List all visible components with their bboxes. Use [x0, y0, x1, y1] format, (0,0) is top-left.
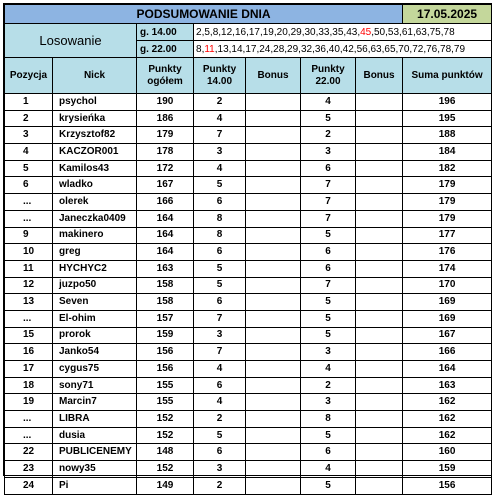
cell-bonus-1 — [246, 127, 301, 144]
cell-bonus-1 — [246, 427, 301, 444]
cell-total: 164 — [137, 210, 194, 227]
draw-number: 30 — [304, 26, 316, 38]
cell-points-14: 3 — [194, 144, 246, 161]
cell-sum: 170 — [403, 277, 492, 294]
cell-points-14: 6 — [194, 377, 246, 394]
table-row — [5, 194, 492, 211]
cell-sum: 177 — [403, 227, 492, 244]
cell-sum: 182 — [403, 160, 492, 177]
draw-number: 32 — [300, 43, 313, 55]
cell-bonus-1 — [246, 477, 301, 494]
col-header-sum: Suma punktów — [403, 58, 492, 94]
cell-points-22: 4 — [301, 94, 356, 111]
cell-points-22: 2 — [301, 377, 356, 394]
cell-points-14: 6 — [194, 294, 246, 311]
cell-nick: Marcin7 — [53, 394, 137, 411]
cell-nick: PUBLICENEMY — [53, 444, 137, 461]
cell-bonus-2 — [356, 344, 403, 361]
cell-points-22: 8 — [301, 411, 356, 428]
cell-total: 152 — [137, 461, 194, 478]
cell-position: 23 — [5, 461, 53, 478]
cell-position: ... — [5, 194, 53, 211]
cell-points-22: 7 — [301, 210, 356, 227]
draw-number: 33 — [318, 26, 330, 38]
draw-number: 65 — [384, 43, 396, 55]
cell-points-22: 6 — [301, 444, 356, 461]
cell-points-14: 8 — [194, 227, 246, 244]
cell-sum: 164 — [403, 361, 492, 378]
cell-total: 155 — [137, 377, 194, 394]
cell-nick: Krzysztof82 — [53, 127, 137, 144]
draw-number: 28 — [273, 43, 285, 55]
table-row — [5, 461, 492, 478]
draw-number: 42 — [342, 43, 354, 55]
cell-nick: Pi — [53, 477, 137, 494]
summary-table — [4, 4, 492, 495]
cell-points-14: 4 — [194, 160, 246, 177]
cell-position: 1 — [5, 94, 53, 111]
cell-bonus-1 — [246, 244, 301, 261]
cell-total: 172 — [137, 160, 194, 177]
col-header-bonus-1: Bonus — [246, 58, 301, 94]
cell-total: 164 — [137, 244, 194, 261]
cell-bonus-2 — [356, 377, 403, 394]
cell-nick: Kamilos43 — [53, 160, 137, 177]
draw-number: 5 — [204, 26, 210, 38]
page-title: PODSUMOWANIE DNIA — [5, 5, 403, 24]
table-row — [5, 327, 492, 344]
cell-bonus-2 — [356, 394, 403, 411]
cell-total: 166 — [137, 194, 194, 211]
cell-points-14: 7 — [194, 310, 246, 327]
cell-points-22: 4 — [301, 361, 356, 378]
cell-sum: 163 — [403, 377, 492, 394]
cell-bonus-1 — [246, 210, 301, 227]
cell-bonus-2 — [356, 160, 403, 177]
table-row — [5, 177, 492, 194]
cell-nick: Seven — [53, 294, 137, 311]
draw-number: 8 — [196, 43, 202, 55]
cell-points-14: 3 — [194, 461, 246, 478]
cell-bonus-2 — [356, 94, 403, 111]
table-row — [5, 277, 492, 294]
cell-bonus-2 — [356, 210, 403, 227]
cell-position: 10 — [5, 244, 53, 261]
cell-points-14: 5 — [194, 427, 246, 444]
cell-position: ... — [5, 411, 53, 428]
cell-bonus-2 — [356, 194, 403, 211]
cell-position: 4 — [5, 144, 53, 161]
cell-total: 159 — [137, 327, 194, 344]
draw-number: 19 — [262, 26, 274, 38]
cell-position: 16 — [5, 344, 53, 361]
column-header-row — [5, 58, 492, 94]
cell-points-22: 5 — [301, 427, 356, 444]
cell-bonus-2 — [356, 361, 403, 378]
table-row — [5, 361, 492, 378]
cell-total: 158 — [137, 294, 194, 311]
draw-number: 40 — [328, 43, 340, 55]
cell-sum: 179 — [403, 210, 492, 227]
cell-points-22: 4 — [301, 461, 356, 478]
draw-number: 72 — [412, 43, 424, 55]
cell-position: 5 — [5, 160, 53, 177]
cell-total: 179 — [137, 127, 194, 144]
cell-points-14: 5 — [194, 177, 246, 194]
cell-points-22: 5 — [301, 227, 356, 244]
cell-bonus-1 — [246, 144, 301, 161]
cell-sum: 179 — [403, 177, 492, 194]
cell-nick: psychol — [53, 94, 137, 111]
cell-position: 2 — [5, 110, 53, 127]
cell-points-22: 5 — [301, 294, 356, 311]
cell-bonus-2 — [356, 127, 403, 144]
cell-bonus-1 — [246, 94, 301, 111]
cell-sum: 169 — [403, 310, 492, 327]
cell-nick: juzpo50 — [53, 277, 137, 294]
cell-position: 15 — [5, 327, 53, 344]
cell-bonus-2 — [356, 177, 403, 194]
cell-bonus-2 — [356, 110, 403, 127]
cell-bonus-1 — [246, 177, 301, 194]
cell-points-14: 8 — [194, 210, 246, 227]
cell-position: ... — [5, 427, 53, 444]
cell-points-14: 5 — [194, 277, 246, 294]
cell-position: ... — [5, 210, 53, 227]
cell-sum: 167 — [403, 327, 492, 344]
table-row — [5, 427, 492, 444]
col-header-points-14: Punkty 14.00 — [194, 58, 246, 94]
cell-points-14: 2 — [194, 411, 246, 428]
cell-total: 148 — [137, 444, 194, 461]
col-header-points-22: Punkty 22.00 — [301, 58, 356, 94]
cell-points-22: 5 — [301, 310, 356, 327]
cell-position: 9 — [5, 227, 53, 244]
draw-number: 63 — [415, 26, 427, 38]
cell-points-22: 5 — [301, 477, 356, 494]
table-row — [5, 377, 492, 394]
table-row — [5, 94, 492, 111]
draw-numbers-1: 2,5,8,12,16,17,19,20,29,30,33,35,43,45,50,53,61,63,75,78 — [194, 24, 492, 41]
cell-sum: 184 — [403, 144, 492, 161]
cell-sum: 188 — [403, 127, 492, 144]
cell-bonus-2 — [356, 461, 403, 478]
cell-nick: Janeczka0409 — [53, 210, 137, 227]
cell-nick: LIBRA — [53, 411, 137, 428]
cell-points-14: 7 — [194, 127, 246, 144]
draw-number: 50 — [374, 26, 386, 38]
draw-number: 78 — [443, 26, 455, 38]
draw-number: 61 — [401, 26, 413, 38]
cell-bonus-2 — [356, 277, 403, 294]
cell-bonus-1 — [246, 294, 301, 311]
cell-points-22: 3 — [301, 394, 356, 411]
losowanie-label: Losowanie — [5, 24, 137, 58]
table-row — [5, 127, 492, 144]
cell-nick: greg — [53, 244, 137, 261]
table-row — [5, 310, 492, 327]
draw-number: 53 — [387, 26, 400, 38]
cell-bonus-2 — [356, 444, 403, 461]
table-row — [5, 394, 492, 411]
cell-points-22: 7 — [301, 177, 356, 194]
draw-number: 79 — [453, 43, 466, 55]
cell-nick: sony71 — [53, 377, 137, 394]
cell-bonus-2 — [356, 260, 403, 277]
cell-nick: olerek — [53, 194, 137, 211]
cell-position: 13 — [5, 294, 53, 311]
draw-number: 63 — [370, 43, 382, 55]
cell-sum: 160 — [403, 444, 492, 461]
cell-bonus-2 — [356, 411, 403, 428]
col-header-bonus-2: Bonus — [356, 58, 403, 94]
draw-number: 36 — [314, 43, 326, 55]
cell-points-14: 4 — [194, 110, 246, 127]
draw-time-2: g. 22.00 — [137, 41, 194, 58]
cell-sum: 169 — [403, 294, 492, 311]
col-header-total: Punkty ogółem — [137, 58, 194, 94]
draw-time-1: g. 14.00 — [137, 24, 194, 41]
draw-number: 75 — [429, 26, 441, 38]
cell-bonus-2 — [356, 427, 403, 444]
cell-sum: 162 — [403, 411, 492, 428]
cell-position: 19 — [5, 394, 53, 411]
cell-sum: 176 — [403, 244, 492, 261]
table-row — [5, 210, 492, 227]
cell-sum: 196 — [403, 94, 492, 111]
draw-number: 43 — [346, 26, 358, 38]
draw-number: 17 — [248, 26, 260, 38]
cell-bonus-1 — [246, 310, 301, 327]
cell-position: 18 — [5, 377, 53, 394]
table-row — [5, 477, 492, 494]
table-row — [5, 110, 492, 127]
draw-number: 78 — [440, 43, 452, 55]
cell-total: 152 — [137, 427, 194, 444]
cell-points-14: 6 — [194, 444, 246, 461]
cell-points-14: 3 — [194, 327, 246, 344]
table-row — [5, 227, 492, 244]
table-row — [5, 444, 492, 461]
draw-number: 29 — [287, 43, 299, 55]
cell-total: 186 — [137, 110, 194, 127]
cell-bonus-1 — [246, 194, 301, 211]
table-row — [5, 344, 492, 361]
date-label: 17.05.2025 — [403, 5, 492, 24]
cell-nick: Janko54 — [53, 344, 137, 361]
cell-position: ... — [5, 310, 53, 327]
draw-number: 29 — [290, 26, 302, 38]
cell-nick: nowy35 — [53, 461, 137, 478]
cell-nick: makinero — [53, 227, 137, 244]
draw-number: 16 — [234, 26, 247, 38]
draw-number: 8 — [212, 26, 219, 38]
cell-bonus-1 — [246, 394, 301, 411]
cell-points-22: 6 — [301, 160, 356, 177]
cell-bonus-1 — [246, 344, 301, 361]
cell-position: 22 — [5, 444, 53, 461]
cell-nick: HYCHYC2 — [53, 260, 137, 277]
cell-sum: 162 — [403, 394, 492, 411]
cell-points-22: 5 — [301, 110, 356, 127]
cell-total: 158 — [137, 277, 194, 294]
cell-bonus-2 — [356, 310, 403, 327]
cell-nick: krysieńka — [53, 110, 137, 127]
cell-position: 17 — [5, 361, 53, 378]
cell-bonus-1 — [246, 361, 301, 378]
cell-points-22: 6 — [301, 244, 356, 261]
cell-points-22: 6 — [301, 260, 356, 277]
cell-bonus-2 — [356, 477, 403, 494]
cell-nick: cygus75 — [53, 361, 137, 378]
cell-bonus-1 — [246, 160, 301, 177]
col-header-nick: Nick — [53, 58, 137, 94]
cell-points-22: 7 — [301, 277, 356, 294]
draw-number: 20 — [276, 26, 288, 38]
cell-bonus-1 — [246, 227, 301, 244]
cell-total: 157 — [137, 310, 194, 327]
draw-number: 76 — [426, 43, 438, 55]
cell-bonus-1 — [246, 461, 301, 478]
cell-bonus-1 — [246, 327, 301, 344]
draw-number: 56 — [356, 43, 368, 55]
cell-bonus-1 — [246, 110, 301, 127]
cell-total: 164 — [137, 227, 194, 244]
draw-number: 2 — [196, 26, 202, 38]
cell-bonus-2 — [356, 327, 403, 344]
draw-number: 35 — [332, 26, 344, 38]
results-sheet — [3, 3, 492, 491]
cell-points-14: 2 — [194, 94, 246, 111]
cell-total: 163 — [137, 260, 194, 277]
cell-position: 24 — [5, 477, 53, 494]
table-row — [5, 160, 492, 177]
draw-number: 24 — [259, 43, 271, 55]
draw-number: 70 — [398, 43, 410, 55]
cell-nick: prorok — [53, 327, 137, 344]
cell-total: 152 — [137, 411, 194, 428]
cell-total: 190 — [137, 94, 194, 111]
cell-total: 167 — [137, 177, 194, 194]
cell-points-22: 3 — [301, 144, 356, 161]
cell-sum: 195 — [403, 110, 492, 127]
cell-sum: 156 — [403, 477, 492, 494]
cell-sum: 162 — [403, 427, 492, 444]
cell-bonus-2 — [356, 294, 403, 311]
draw-numbers-2: 8,11,13,14,17,24,28,29,32,36,40,42,56,63,65,70,72,76,78,79 — [194, 41, 492, 58]
cell-points-14: 4 — [194, 361, 246, 378]
col-header-position: Pozycja — [5, 58, 53, 94]
cell-points-14: 5 — [194, 260, 246, 277]
cell-total: 155 — [137, 394, 194, 411]
cell-total: 156 — [137, 344, 194, 361]
cell-position: 3 — [5, 127, 53, 144]
cell-points-22: 2 — [301, 127, 356, 144]
draw-number: 11 — [204, 43, 215, 55]
cell-sum: 159 — [403, 461, 492, 478]
cell-points-14: 6 — [194, 244, 246, 261]
cell-sum: 174 — [403, 260, 492, 277]
cell-total: 178 — [137, 144, 194, 161]
cell-points-22: 5 — [301, 327, 356, 344]
cell-bonus-1 — [246, 444, 301, 461]
cell-points-22: 3 — [301, 344, 356, 361]
cell-total: 156 — [137, 361, 194, 378]
cell-bonus-2 — [356, 244, 403, 261]
cell-position: 11 — [5, 260, 53, 277]
cell-bonus-1 — [246, 277, 301, 294]
draw-number: 17 — [245, 43, 257, 55]
draw-number: 13 — [217, 43, 229, 55]
draw-number: 12 — [221, 26, 233, 38]
cell-nick: KACZOR001 — [53, 144, 137, 161]
cell-bonus-1 — [246, 411, 301, 428]
cell-position: 12 — [5, 277, 53, 294]
cell-points-14: 7 — [194, 344, 246, 361]
cell-bonus-1 — [246, 260, 301, 277]
cell-nick: wladko — [53, 177, 137, 194]
cell-points-22: 7 — [301, 194, 356, 211]
cell-points-14: 6 — [194, 194, 246, 211]
table-row — [5, 244, 492, 261]
cell-points-14: 2 — [194, 477, 246, 494]
cell-nick: El-ohim — [53, 310, 137, 327]
cell-bonus-1 — [246, 377, 301, 394]
cell-total: 149 — [137, 477, 194, 494]
table-row — [5, 411, 492, 428]
cell-bonus-2 — [356, 144, 403, 161]
draw-number: 45 — [360, 26, 372, 38]
draw-number: 14 — [231, 43, 243, 55]
cell-position: 6 — [5, 177, 53, 194]
cell-sum: 166 — [403, 344, 492, 361]
table-row — [5, 144, 492, 161]
cell-sum: 179 — [403, 194, 492, 211]
cell-bonus-2 — [356, 227, 403, 244]
table-row — [5, 260, 492, 277]
cell-points-14: 4 — [194, 394, 246, 411]
table-row — [5, 294, 492, 311]
cell-nick: dusia — [53, 427, 137, 444]
